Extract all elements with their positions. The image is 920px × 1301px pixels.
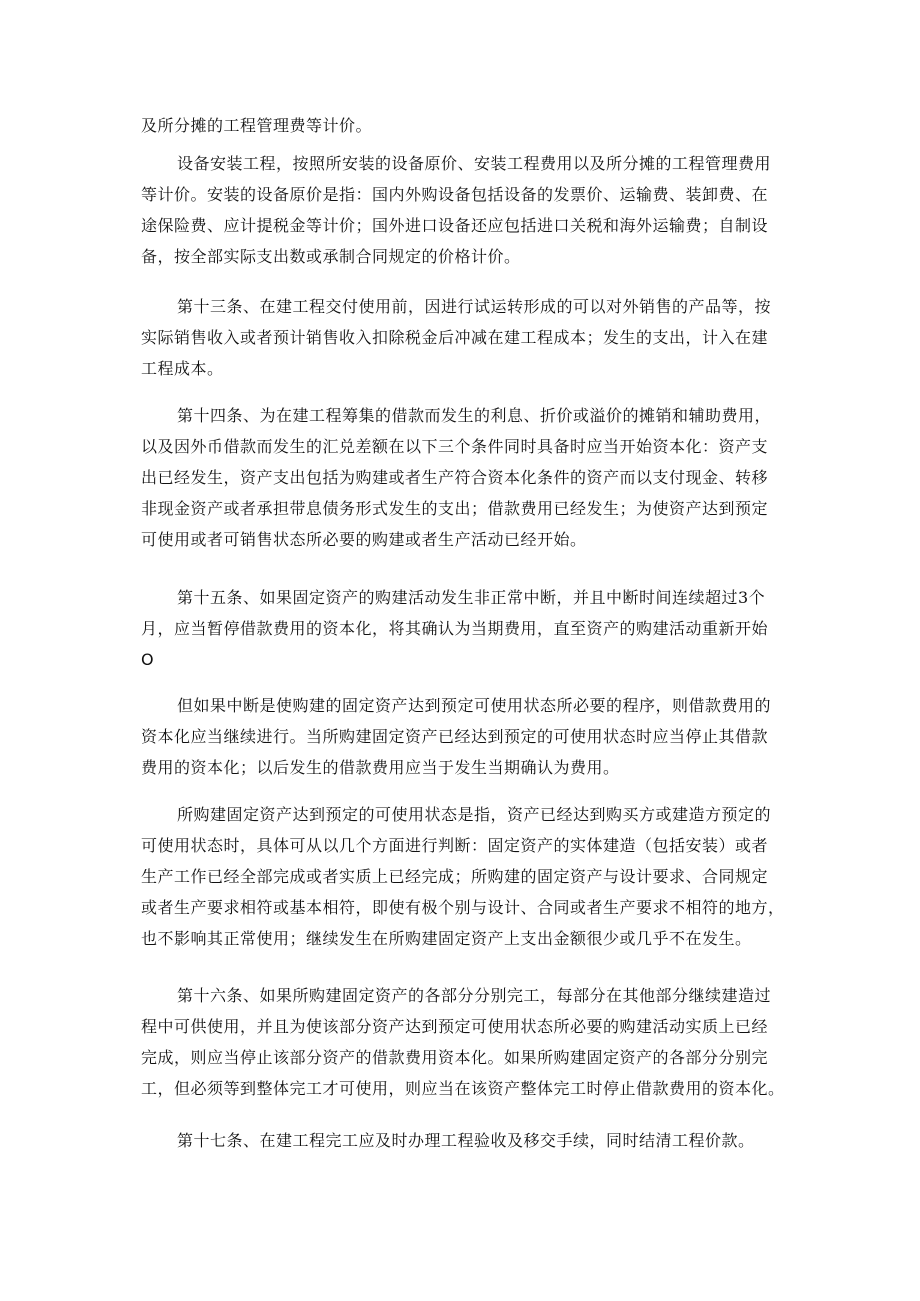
text-line: 第十三条、在建工程交付使用前，因进行试运转形成的可以对外销售的产品等，按 (177, 297, 772, 316)
text-line: 等计价。安装的设备原价是指：国内外购设备包括设备的发票价、运输费、装卸费、在 (141, 185, 769, 204)
text-line: 备，按全部实际支出数或承制合同规定的价格计价。 (141, 247, 521, 266)
text-line: 程中可供使用，并且为使该部分资产达到预定可使用状态所必要的购建活动实质上已经 (141, 1017, 769, 1036)
paragraph-continuation (141, 110, 781, 141)
text-line: 或者生产要求相符或基本相符，即使有极个别与设计、合同或者生产要求不相符的地方， (141, 898, 785, 917)
paragraph-article-14 (141, 400, 781, 555)
text-line: 资本化应当继续进行。当所购建固定资产已经达到预定的可使用状态时应当停止其借款 (141, 727, 769, 746)
text-line: 途保险费、应计提税金等计价；国外进口设备还应包括进口关税和海外运输费；自制设 (141, 216, 769, 235)
text-line: 月，应当暂停借款费用的资本化，将其确认为当期费用，直至资产的购建活动重新开始 (141, 619, 769, 638)
text-line: 第十四条、为在建工程筹集的借款而发生的利息、折价或溢价的摊销和辅助费用， (177, 406, 772, 425)
text-line: 所购建固定资产达到预定的可使用状态是指，资产已经达到购买方或建造方预定的 (177, 805, 772, 824)
paragraph-article-17 (141, 1125, 781, 1156)
text-line: 也不影响其正常使用；继续发生在所购建固定资产上支出金额很少或几乎不在发生。 (141, 929, 752, 948)
text-line: 可使用状态时，具体可从以几个方面进行判断：固定资产的实体建造（包括安装）或者 (141, 836, 769, 855)
paragraph-equipment-installation (141, 148, 781, 272)
text-line: 及所分摊的工程管理费等计价。 (141, 116, 373, 135)
text-line: 费用的资本化；以后发生的借款费用应当于发生当期确认为费用。 (141, 758, 620, 777)
text-line: 工，但必须等到整体完工才可使用，则应当在该资产整体完工时停止借款费用的资本化。 (141, 1079, 785, 1098)
paragraph-article-13 (141, 291, 781, 384)
text-line: 第十六条、如果所购建固定资产的各部分分别完工，每部分在其他部分继续建造过 (177, 986, 772, 1005)
text-line: 工程成本。 (141, 359, 224, 378)
text-line: 生产工作已经全部完成或者实质上已经完成；所购建的固定资产与设计要求、合同规定 (141, 867, 769, 886)
text-line: 以及因外币借款而发生的汇兑差额在以下三个条件同时具备时应当开始资本化：资产支 (141, 437, 769, 456)
paragraph-article-16 (141, 980, 785, 1104)
text-line: O (141, 650, 155, 669)
paragraph-interruption (141, 690, 781, 783)
text-line: 非现金资产或者承担带息债务形式发生的支出；借款费用已经发生；为使资产达到预定 (141, 499, 769, 518)
paragraph-article-15 (141, 582, 781, 675)
text-line: 第十五条、如果固定资产的购建活动发生非正常中断，并且中断时间连续超过3个 (177, 588, 766, 607)
text-line: 完成，则应当停止该部分资产的借款费用资本化。如果所购建固定资产的各部分分别完 (141, 1048, 769, 1067)
text-line: 设备安装工程，按照所安装的设备原价、安装工程费用以及所分摊的工程管理费用 (177, 154, 772, 173)
paragraph-usable-state (141, 799, 785, 954)
text-line: 出已经发生，资产支出包括为购建或者生产符合资本化条件的资产而以支付现金、转移 (141, 468, 769, 487)
text-line: 第十七条、在建工程完工应及时办理工程验收及移交手续，同时结清工程价款。 (177, 1131, 755, 1150)
text-line: 可使用或者可销售状态所必要的购建或者生产活动已经开始。 (141, 530, 587, 549)
text-line: 但如果中断是使购建的固定资产达到预定可使用状态所必要的程序，则借款费用的 (177, 696, 772, 715)
text-line: 实际销售收入或者预计销售收入扣除税金后冲减在建工程成本；发生的支出，计入在建 (141, 328, 769, 347)
